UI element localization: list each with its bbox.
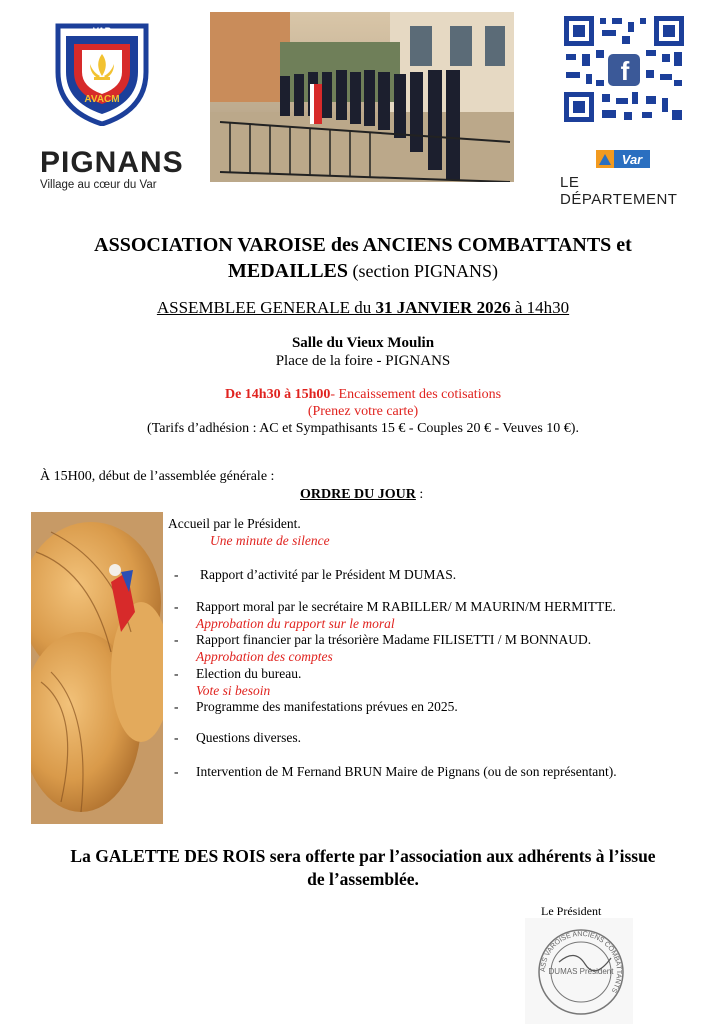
- pignans-name: PIGNANS: [40, 146, 184, 179]
- agenda-item: - Intervention de M Fernand BRUN Maire de Pignans (ou de son représentant).: [174, 764, 617, 779]
- assembly-line: [20, 298, 706, 318]
- agenda-item: - Questions diverses.: [174, 730, 301, 745]
- agenda-heading-text: ORDRE DU JOUR: [300, 487, 416, 502]
- agenda-item-text: Questions diverses.: [196, 730, 301, 745]
- agenda-item-text: Rapport moral par le secrétaire M RABILLER/ M MAURIN/M HERMITTE.: [196, 599, 616, 614]
- stamp-center-text: DUMAS Président: [548, 967, 614, 976]
- pignans-tagline: Village au cœur du Var: [40, 179, 157, 191]
- agenda-item: - Programme des manifestations prévues en 2025.: [174, 699, 458, 714]
- agenda-silence: Une minute de silence: [210, 533, 330, 548]
- agenda-item-text: Programme des manifestations prévues en 2025.: [196, 699, 458, 714]
- galette-photo: [31, 512, 163, 824]
- venue-name: Salle du Vieux Moulin: [291, 335, 435, 351]
- galette-announcement: [20, 845, 706, 891]
- page-title: [20, 233, 706, 283]
- venue-address: Place de la foire - PIGNANS: [275, 353, 451, 369]
- agenda-item-text: Rapport financier par la trésorière Madame FILISETTI / M BONNAUD.: [196, 632, 592, 647]
- agenda-item-text: Rapport d’activité par le Président M DUMAS.: [200, 567, 457, 582]
- agenda-item: - Rapport moral par le secrétaire M RABILLER/ M MAURIN/M HERMITTE. Approbation du rapport sur le moral: [174, 599, 616, 631]
- pignans-logo: [40, 146, 184, 196]
- agenda-item-sub: Approbation des comptes: [196, 649, 333, 664]
- svg-text:f: f: [620, 56, 630, 86]
- venue-block: [20, 334, 706, 370]
- agenda-welcome: Accueil par le Président.: [168, 516, 301, 531]
- dues-rates: (Tarifs d’adhésion : AC et Sympathisants 15 € - Couples 20 € - Veuves 10 €).: [147, 421, 579, 436]
- qr-code[interactable]: [562, 14, 686, 124]
- assembly-date: 31 JANVIER 2026: [375, 298, 511, 317]
- agenda-item-text: Intervention de M Fernand BRUN Maire de Pignans (ou de son représentant).: [196, 764, 617, 779]
- agenda-heading-suffix: :: [415, 487, 424, 502]
- agenda-item-text: Election du bureau.: [196, 666, 302, 681]
- agenda-heading: [300, 486, 600, 503]
- assembly-prefix: ASSEMBLEE GENERALE du: [156, 298, 376, 317]
- title-line1: ASSOCIATION VAROISE des ANCIENS COMBATTANTS et: [94, 234, 632, 256]
- agenda-item-sub: Approbation du rapport sur le moral: [196, 616, 395, 631]
- title-line2-bold: MEDAILLES: [227, 260, 349, 282]
- avacm-top-text: VAR: [92, 26, 112, 36]
- agenda-item: - Rapport d’activité par le Président M DUMAS.: [174, 567, 457, 582]
- departement-label: LE DÉPARTEMENT: [560, 174, 678, 208]
- dues-block: [20, 386, 706, 437]
- var-badge-text: Var: [621, 152, 643, 167]
- avacm-bottom-text: AVACM: [84, 94, 120, 105]
- signature-label: Le Président: [541, 904, 602, 918]
- assembly-suffix: à 14h30: [510, 298, 570, 317]
- galette-line1: La GALETTE DES ROIS sera offerte par l’association aux adhérents à l’issue: [70, 846, 656, 866]
- dues-note: (Prenez votre carte): [307, 404, 419, 419]
- president-stamp: [525, 918, 633, 1024]
- title-line2-rest: (section PIGNANS): [348, 261, 499, 281]
- agenda-item: - Rapport financier par la trésorière Madame FILISETTI / M BONNAUD. Approbation des comptes: [174, 632, 592, 664]
- agenda-item: - Election du bureau. Vote si besoin: [174, 666, 302, 698]
- departement-logo: [560, 148, 690, 208]
- avacm-logo: [52, 20, 152, 126]
- dues-time: De 14h30 à 15h00: [224, 387, 331, 402]
- stamp-ring-text: ASS VAROISE ANCIENS COMBATTANTS: [539, 930, 623, 994]
- agenda-item-sub: Vote si besoin: [196, 683, 271, 698]
- ceremony-photo: [210, 12, 514, 182]
- start-line: À 15H00, début de l’assemblée générale :: [40, 469, 275, 484]
- dues-time-rest: - Encaissement des cotisations: [330, 387, 502, 402]
- galette-line2: de l’assemblée.: [307, 869, 419, 889]
- var-badge: [596, 148, 650, 170]
